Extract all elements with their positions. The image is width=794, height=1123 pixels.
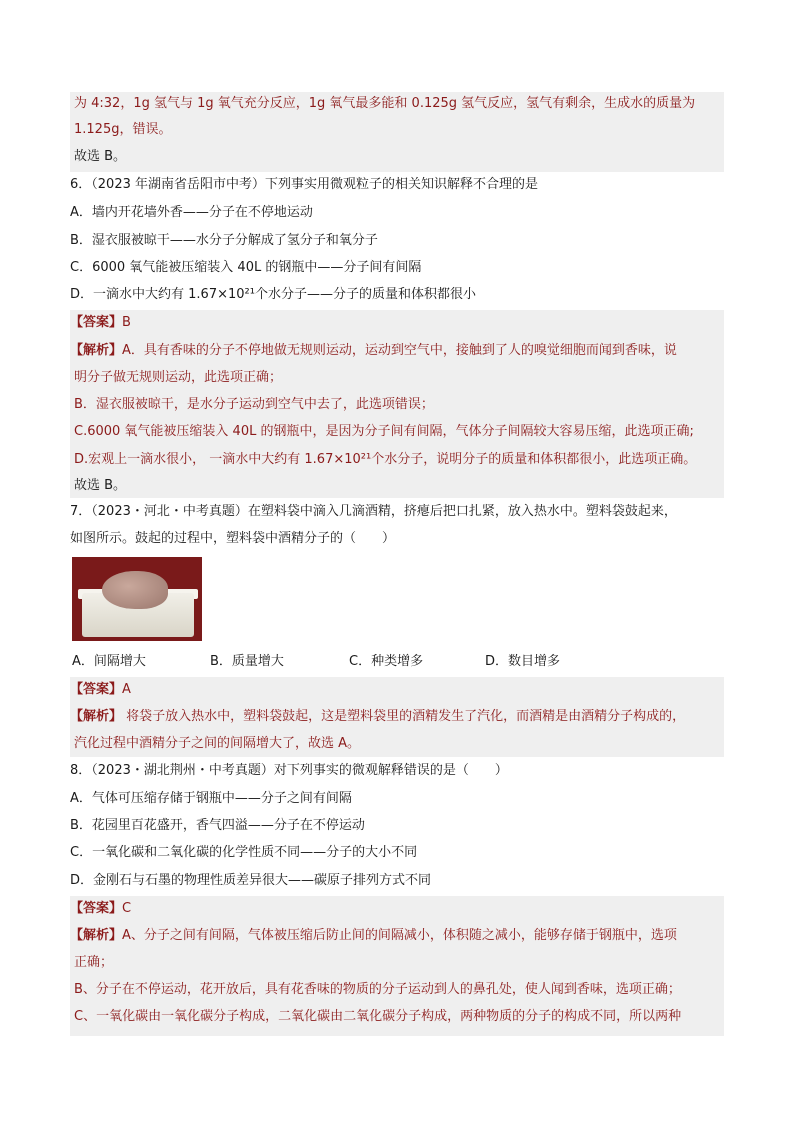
plastic-bag-photo — [72, 557, 202, 641]
q7-analysis-line: 汽化过程中酒精分子之间的间隔增大了，故选 A。 — [74, 736, 361, 751]
analysis-label: 【解析】 — [70, 928, 123, 943]
q6-analysis-line: B．湿衣服被晾干，是水分子运动到空气中去了，此选项错误； — [74, 397, 434, 412]
analysis-text: A．具有香味的分子不停地做无规则运动，运动到空气中，接触到了人的嗅觉细胞而闻到香味，说 — [122, 343, 677, 358]
q6-analysis-line: 明分子做无规则运动，此选项正确； — [74, 370, 283, 385]
q6-analysis-line — [70, 341, 677, 361]
q6-answer-block — [70, 310, 724, 498]
q6-option-a: A．墙内开花墙外香——分子在不停地运动 — [70, 205, 313, 220]
analysis-text: 将袋子放入热水中，塑料袋鼓起，这是塑料袋里的酒精发生了汽化，而酒精是由酒精分子构成的， — [122, 709, 686, 724]
analysis-text-line: 1.125g，错误。 — [74, 122, 172, 137]
conclusion-line: 故选 B。 — [74, 149, 127, 164]
q7-option-a: A．间隔增大 — [72, 654, 146, 669]
question-7-stem: 如图所示。鼓起的过程中，塑料袋中酒精分子的（ ） — [70, 531, 396, 546]
analysis-text: A、分子之间有间隔，气体被压缩后防止间的间隔减小，体积随之减小，能够存储于钢瓶中，选项 — [122, 928, 677, 943]
q8-option-d: D．金刚石与石墨的物理性质差异很大——碳原子排列方式不同 — [70, 873, 432, 888]
q6-option-c: C．6000 氧气能被压缩装入 40L 的钢瓶中——分子间有间隔 — [70, 260, 422, 275]
q8-answer-line — [70, 899, 131, 919]
q7-option-c: C．种类增多 — [349, 654, 424, 669]
q8-option-c: C．一氧化碳和二氧化碳的化学性质不同——分子的大小不同 — [70, 845, 418, 860]
analysis-text-line: 为 4:32，1g 氢气与 1g 氧气充分反应，1g 氧气最多能和 0.125g 氢气反应，氢气有剩余，生成水的质量为 — [74, 96, 696, 111]
question-7-stem: 7．（2023・河北・中考真题）在塑料袋中滴入几滴酒精，挤瘪后把口扎紧，放入热水中。塑料袋鼓起来， — [70, 504, 677, 519]
answer-label: 【答案】 — [70, 682, 123, 697]
q8-analysis-line — [70, 926, 677, 946]
answer-label: 【答案】 — [70, 901, 123, 916]
q7-answer-block — [70, 677, 724, 757]
q6-option-b: B．湿衣服被晾干——水分子分解成了氢分子和氧分子 — [70, 233, 378, 248]
q8-analysis-line: C、一氧化碳由一氧化碳分子构成，二氧化碳由二氧化碳分子构成，两种物质的分子的构成不同，所以两种 — [74, 1009, 682, 1024]
q7-options-row — [70, 652, 724, 672]
q8-option-a: A．气体可压缩存储于钢瓶中——分子之间有间隔 — [70, 791, 352, 806]
answer-value: C — [122, 901, 132, 916]
q7-answer-line — [70, 680, 131, 700]
q7-option-d: D．数目增多 — [485, 654, 561, 669]
previous-analysis-block — [70, 92, 724, 172]
answer-value: A — [122, 682, 131, 697]
analysis-label: 【解析】 — [70, 343, 123, 358]
analysis-label: 【解析】 — [70, 709, 123, 724]
question-6-stem: 6．（2023 年湖南省岳阳市中考）下列事实用微观粒子的相关知识解释不合理的是 — [70, 177, 538, 192]
q6-conclusion-line: 故选 B。 — [74, 478, 127, 493]
q7-analysis-line — [70, 707, 685, 727]
q8-answer-block — [70, 896, 724, 1036]
q6-analysis-line: D.宏观上一滴水很小， 一滴水中大约有 1.67×10²¹个水分子，说明分子的质量和体积都很小，此选项正确。 — [74, 452, 697, 467]
inflated-bag — [102, 571, 168, 609]
q8-option-b: B．花园里百花盛开，香气四溢——分子在不停运动 — [70, 818, 365, 833]
answer-value: B — [122, 315, 131, 330]
q6-answer-line — [70, 313, 131, 333]
question-8-stem: 8．（2023・湖北荆州・中考真题）对下列事实的微观解释错误的是（ ） — [70, 763, 508, 778]
q6-option-d: D．一滴水中大约有 1.67×10²¹个水分子——分子的质量和体积都很小 — [70, 287, 476, 302]
q8-analysis-line: B、分子在不停运动，花开放后，具有花香味的物质的分子运动到人的鼻孔处，使人闻到香味，选项正确； — [74, 982, 681, 997]
q8-analysis-line: 正确； — [74, 955, 114, 970]
answer-label: 【答案】 — [70, 315, 123, 330]
q6-analysis-line: C.6000 氧气能被压缩装入 40L 的钢瓶中，是因为分子间有间隔，气体分子间隔较大容易压缩，此选项正确; — [74, 424, 694, 439]
q7-option-b: B．质量增大 — [210, 654, 284, 669]
